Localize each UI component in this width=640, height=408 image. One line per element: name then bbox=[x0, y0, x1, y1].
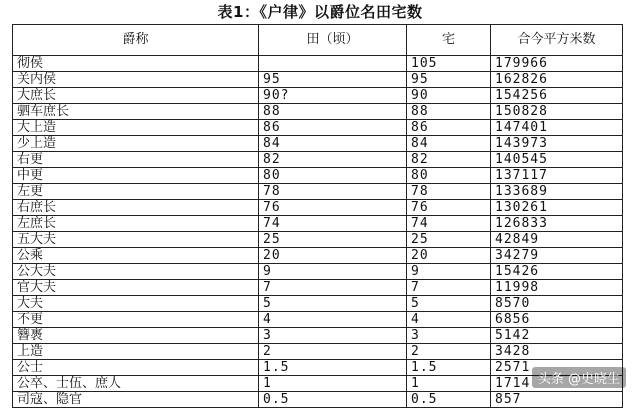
table-row bbox=[13, 248, 623, 264]
cell-area: 8570 bbox=[491, 296, 623, 312]
cell-area: 3428 bbox=[491, 344, 623, 360]
rank-land-table bbox=[12, 24, 623, 408]
cell-land: 82 bbox=[259, 152, 407, 168]
header-area: 合今平方米数 bbox=[491, 25, 623, 56]
cell-area: 137117 bbox=[491, 168, 623, 184]
table-header-row bbox=[13, 25, 623, 56]
cell-rank: 关内侯 bbox=[13, 72, 259, 88]
cell-area: 857 bbox=[491, 392, 623, 408]
cell-area: 147401 bbox=[491, 120, 623, 136]
cell-house: 1.5 bbox=[407, 360, 491, 376]
cell-house: 80 bbox=[407, 168, 491, 184]
cell-land: 84 bbox=[259, 136, 407, 152]
cell-house: 82 bbox=[407, 152, 491, 168]
cell-land: 20 bbox=[259, 248, 407, 264]
table-body bbox=[13, 56, 623, 408]
cell-area: 5142 bbox=[491, 328, 623, 344]
cell-area: 162826 bbox=[491, 72, 623, 88]
cell-land: 74 bbox=[259, 216, 407, 232]
cell-house: 88 bbox=[407, 104, 491, 120]
cell-land: 7 bbox=[259, 280, 407, 296]
table-row bbox=[13, 88, 623, 104]
cell-area: 140545 bbox=[491, 152, 623, 168]
cell-rank: 司寇、隐官 bbox=[13, 392, 259, 408]
cell-rank: 不更 bbox=[13, 312, 259, 328]
cell-rank: 右更 bbox=[13, 152, 259, 168]
cell-area: 2571 bbox=[491, 360, 623, 376]
watermark: 头条 @史晓生 bbox=[532, 367, 626, 388]
cell-land: 90? bbox=[259, 88, 407, 104]
cell-land: 5 bbox=[259, 296, 407, 312]
header-house: 宅 bbox=[407, 25, 491, 56]
cell-rank: 左庶长 bbox=[13, 216, 259, 232]
cell-rank: 右庶长 bbox=[13, 200, 259, 216]
table-row bbox=[13, 136, 623, 152]
cell-area: 179966 bbox=[491, 56, 623, 72]
cell-house: 9 bbox=[407, 264, 491, 280]
cell-area: 130261 bbox=[491, 200, 623, 216]
table-row bbox=[13, 200, 623, 216]
cell-area: 126833 bbox=[491, 216, 623, 232]
cell-house: 84 bbox=[407, 136, 491, 152]
cell-house: 7 bbox=[407, 280, 491, 296]
cell-area: 34279 bbox=[491, 248, 623, 264]
table-row bbox=[13, 280, 623, 296]
cell-house: 90 bbox=[407, 88, 491, 104]
cell-rank: 簪褭 bbox=[13, 328, 259, 344]
cell-area: 150828 bbox=[491, 104, 623, 120]
cell-house: 3 bbox=[407, 328, 491, 344]
table-row bbox=[13, 152, 623, 168]
cell-rank: 大夫 bbox=[13, 296, 259, 312]
cell-house: 1 bbox=[407, 376, 491, 392]
cell-house: 74 bbox=[407, 216, 491, 232]
cell-house: 25 bbox=[407, 232, 491, 248]
cell-rank: 中更 bbox=[13, 168, 259, 184]
cell-rank: 五大夫 bbox=[13, 232, 259, 248]
cell-house: 105 bbox=[407, 56, 491, 72]
cell-rank: 彻侯 bbox=[13, 56, 259, 72]
cell-rank: 公卒、士伍、庶人 bbox=[13, 376, 259, 392]
cell-house: 86 bbox=[407, 120, 491, 136]
cell-land: 3 bbox=[259, 328, 407, 344]
cell-house: 2 bbox=[407, 344, 491, 360]
cell-area: 15426 bbox=[491, 264, 623, 280]
cell-land: 1 bbox=[259, 376, 407, 392]
cell-area: 133689 bbox=[491, 184, 623, 200]
cell-land bbox=[259, 56, 407, 72]
cell-land: 76 bbox=[259, 200, 407, 216]
table-row bbox=[13, 56, 623, 72]
cell-land: 1.5 bbox=[259, 360, 407, 376]
table-row bbox=[13, 168, 623, 184]
cell-house: 4 bbox=[407, 312, 491, 328]
cell-house: 5 bbox=[407, 296, 491, 312]
cell-area: 143973 bbox=[491, 136, 623, 152]
cell-land: 78 bbox=[259, 184, 407, 200]
cell-area: 6856 bbox=[491, 312, 623, 328]
table-row bbox=[13, 232, 623, 248]
table-row bbox=[13, 344, 623, 360]
header-rank: 爵称 bbox=[13, 25, 259, 56]
cell-house: 0.5 bbox=[407, 392, 491, 408]
cell-land: 2 bbox=[259, 344, 407, 360]
cell-rank: 大庶长 bbox=[13, 88, 259, 104]
cell-land: 86 bbox=[259, 120, 407, 136]
table-row bbox=[13, 120, 623, 136]
cell-land: 25 bbox=[259, 232, 407, 248]
table-row bbox=[13, 104, 623, 120]
cell-land: 0.5 bbox=[259, 392, 407, 408]
cell-rank: 公士 bbox=[13, 360, 259, 376]
cell-land: 4 bbox=[259, 312, 407, 328]
cell-rank: 大上造 bbox=[13, 120, 259, 136]
table-row bbox=[13, 184, 623, 200]
cell-land: 9 bbox=[259, 264, 407, 280]
cell-house: 78 bbox=[407, 184, 491, 200]
table-row bbox=[13, 328, 623, 344]
cell-area: 11998 bbox=[491, 280, 623, 296]
cell-rank: 公乘 bbox=[13, 248, 259, 264]
cell-house: 20 bbox=[407, 248, 491, 264]
cell-land: 88 bbox=[259, 104, 407, 120]
table-row bbox=[13, 296, 623, 312]
cell-rank: 上造 bbox=[13, 344, 259, 360]
cell-area: 42849 bbox=[491, 232, 623, 248]
cell-rank: 左更 bbox=[13, 184, 259, 200]
cell-area: 1714 bbox=[491, 376, 623, 392]
cell-area: 154256 bbox=[491, 88, 623, 104]
table-row bbox=[13, 264, 623, 280]
cell-house: 95 bbox=[407, 72, 491, 88]
table-row bbox=[13, 312, 623, 328]
cell-house: 76 bbox=[407, 200, 491, 216]
cell-land: 95 bbox=[259, 72, 407, 88]
cell-rank: 官大夫 bbox=[13, 280, 259, 296]
cell-rank: 驷车庶长 bbox=[13, 104, 259, 120]
cell-rank: 少上造 bbox=[13, 136, 259, 152]
table-row bbox=[13, 72, 623, 88]
cell-land: 80 bbox=[259, 168, 407, 184]
table-title: 表1：《户律》以爵位名田宅数 bbox=[217, 3, 423, 21]
header-land: 田（顷） bbox=[259, 25, 407, 56]
table-row bbox=[13, 216, 623, 232]
cell-rank: 公大夫 bbox=[13, 264, 259, 280]
